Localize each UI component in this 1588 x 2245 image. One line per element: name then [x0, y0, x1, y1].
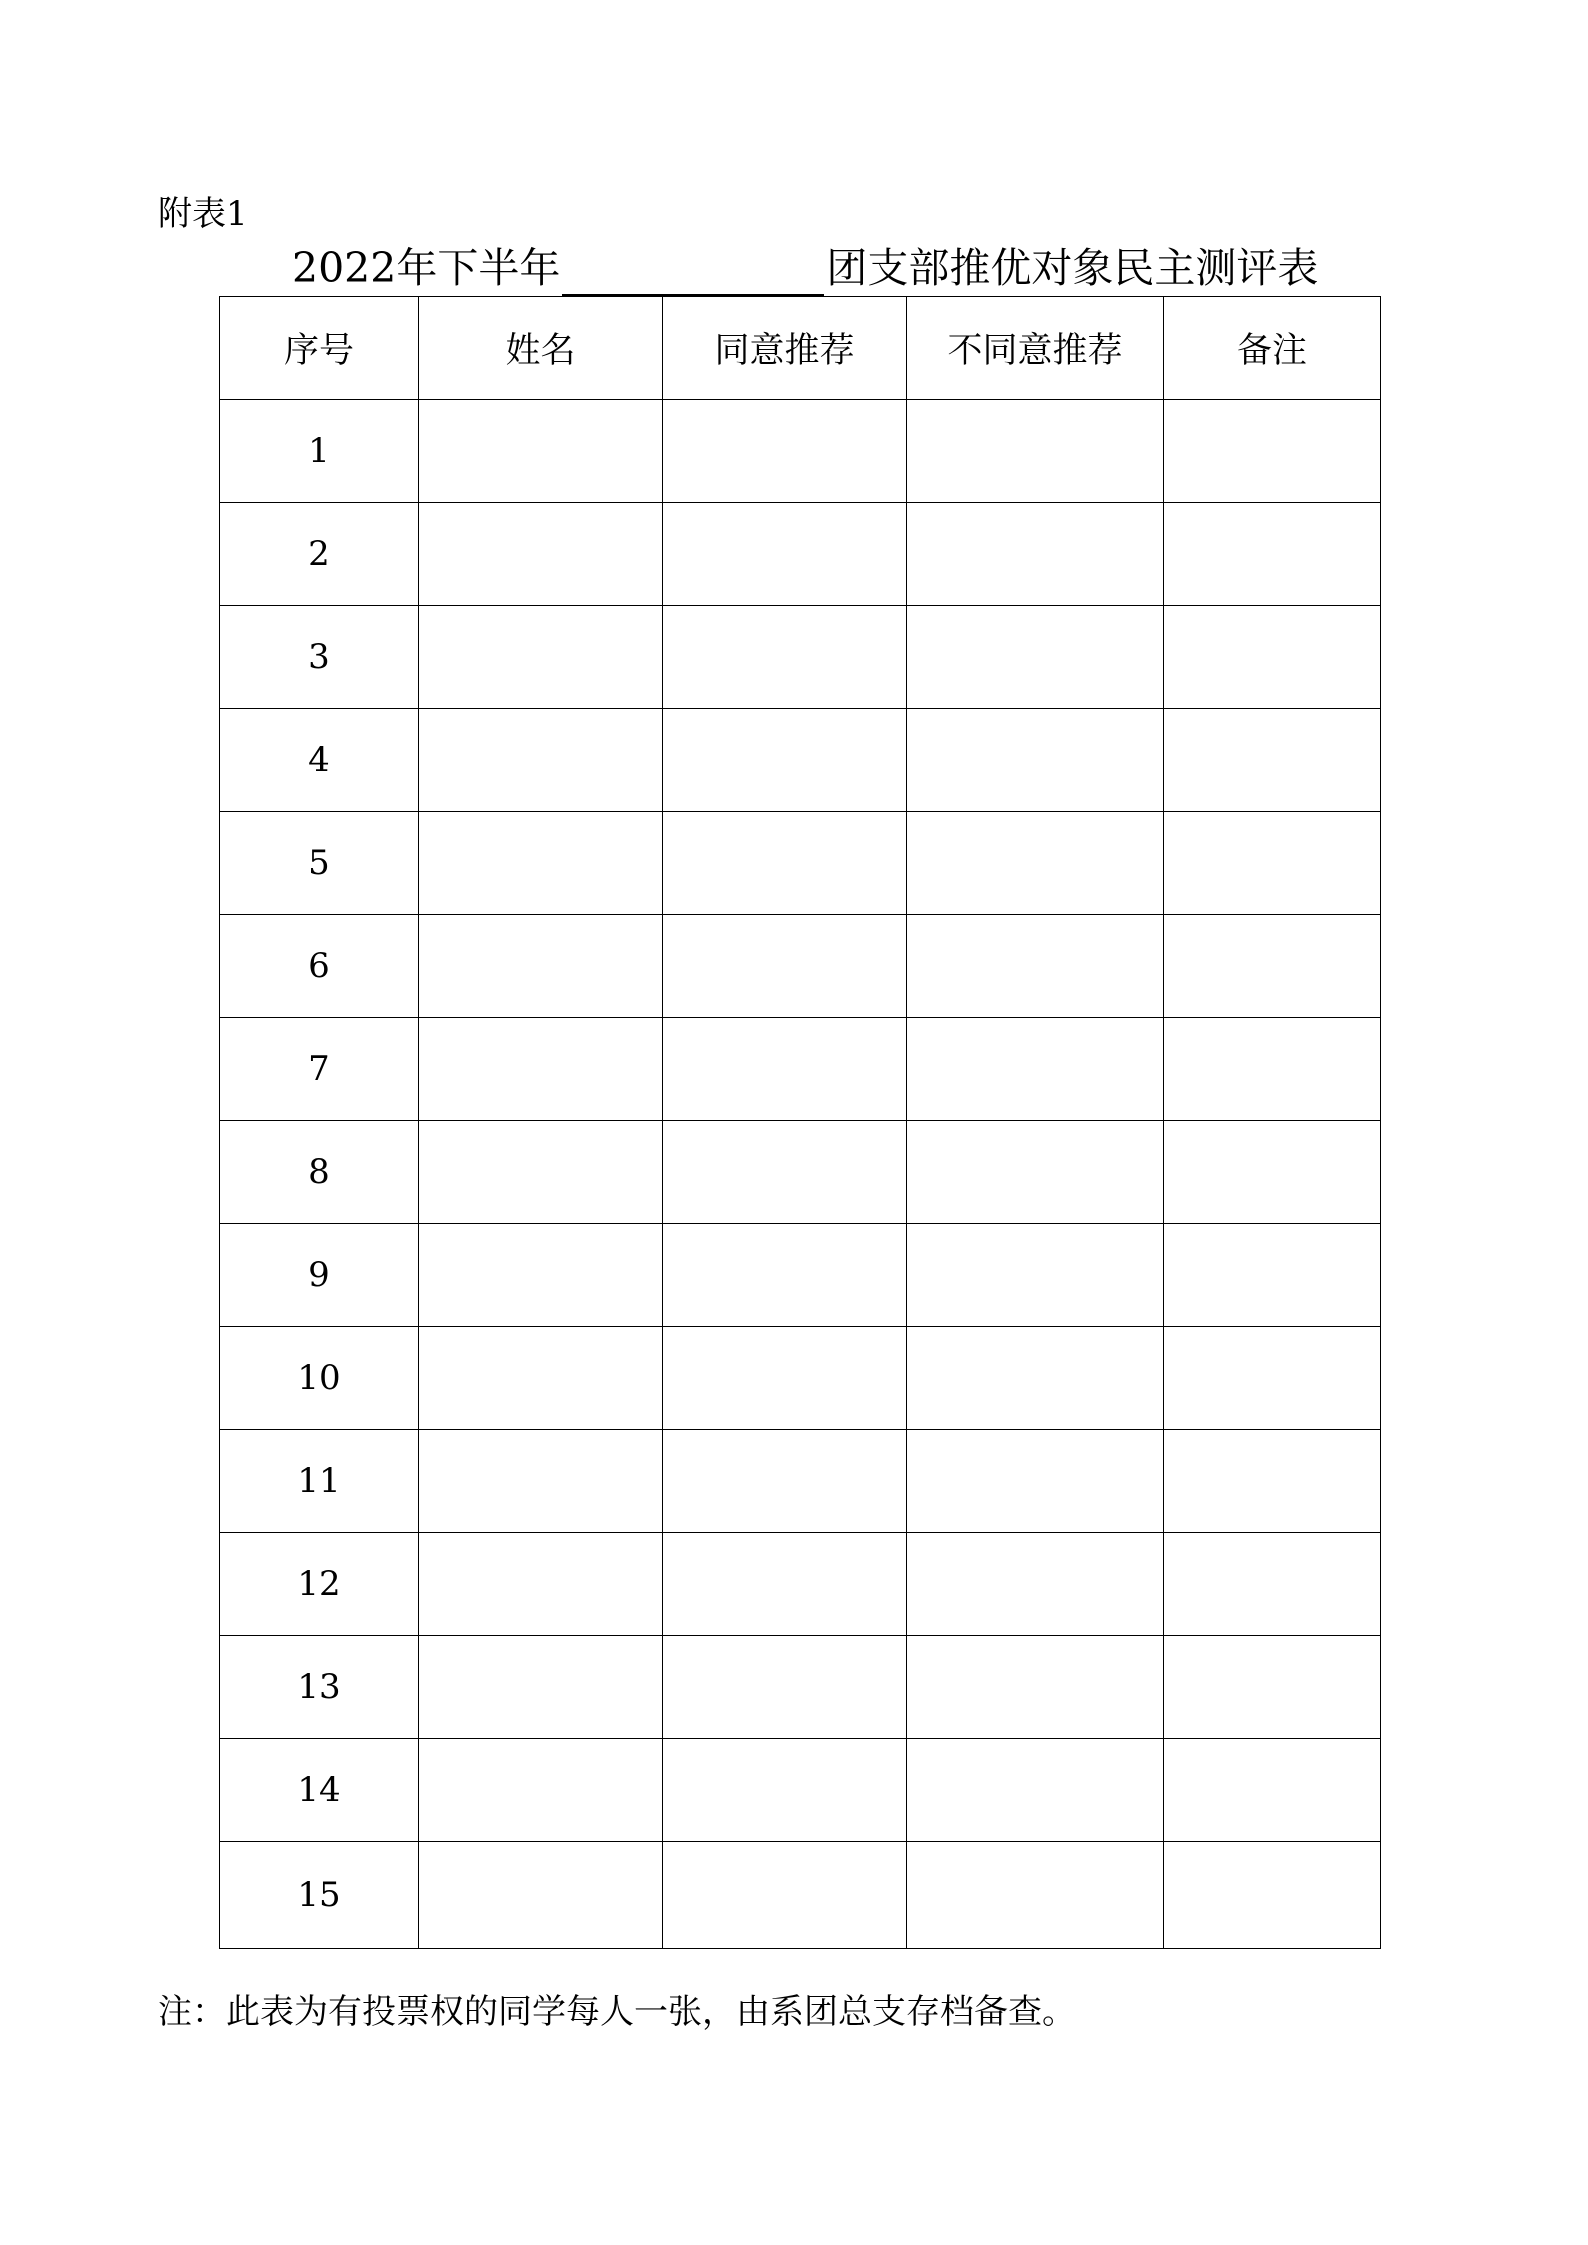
header-remarks: 备注 [1164, 297, 1381, 400]
cell-disagree[interactable] [907, 1018, 1164, 1121]
table-row [220, 503, 1381, 606]
table-header-row [220, 297, 1381, 400]
cell-name[interactable] [419, 1533, 663, 1636]
cell-disagree[interactable] [907, 400, 1164, 503]
cell-index: 13 [220, 1636, 419, 1739]
cell-index: 7 [220, 1018, 419, 1121]
evaluation-table [219, 296, 1381, 1949]
table-body [220, 400, 1381, 1949]
title-suffix: 团支部推优对象民主测评表 [826, 244, 1319, 292]
cell-disagree[interactable] [907, 503, 1164, 606]
cell-name[interactable] [419, 400, 663, 503]
cell-name[interactable] [419, 709, 663, 812]
cell-remarks[interactable] [1164, 915, 1381, 1018]
title-prefix: 2022年下半年 [292, 244, 561, 292]
table-row [220, 1533, 1381, 1636]
cell-disagree[interactable] [907, 915, 1164, 1018]
cell-remarks[interactable] [1164, 1533, 1381, 1636]
cell-remarks[interactable] [1164, 1018, 1381, 1121]
cell-agree[interactable] [663, 1327, 907, 1430]
table-row [220, 1842, 1381, 1949]
cell-agree[interactable] [663, 503, 907, 606]
cell-index: 12 [220, 1533, 419, 1636]
table-row [220, 1739, 1381, 1842]
cell-disagree[interactable] [907, 1842, 1164, 1949]
cell-name[interactable] [419, 1739, 663, 1842]
cell-name[interactable] [419, 1018, 663, 1121]
table-row [220, 709, 1381, 812]
cell-index: 3 [220, 606, 419, 709]
cell-disagree[interactable] [907, 1121, 1164, 1224]
cell-name[interactable] [419, 503, 663, 606]
cell-remarks[interactable] [1164, 1739, 1381, 1842]
cell-index: 6 [220, 915, 419, 1018]
cell-remarks[interactable] [1164, 1636, 1381, 1739]
cell-remarks[interactable] [1164, 1430, 1381, 1533]
table-row [220, 1018, 1381, 1121]
cell-remarks[interactable] [1164, 503, 1381, 606]
cell-name[interactable] [419, 1842, 663, 1949]
cell-remarks[interactable] [1164, 606, 1381, 709]
cell-index: 9 [220, 1224, 419, 1327]
attachment-label: 附表1 [158, 194, 248, 234]
cell-agree[interactable] [663, 400, 907, 503]
table-row [220, 1430, 1381, 1533]
header-disagree: 不同意推荐 [907, 297, 1164, 400]
cell-disagree[interactable] [907, 1636, 1164, 1739]
table-row [220, 1636, 1381, 1739]
cell-disagree[interactable] [907, 1224, 1164, 1327]
cell-name[interactable] [419, 915, 663, 1018]
header-agree: 同意推荐 [663, 297, 907, 400]
cell-index: 4 [220, 709, 419, 812]
cell-name[interactable] [419, 1121, 663, 1224]
page-title [292, 240, 1318, 296]
cell-disagree[interactable] [907, 1533, 1164, 1636]
cell-name[interactable] [419, 812, 663, 915]
cell-index: 11 [220, 1430, 419, 1533]
title-blank-line [562, 250, 824, 296]
table-row [220, 1327, 1381, 1430]
cell-agree[interactable] [663, 1636, 907, 1739]
cell-agree[interactable] [663, 606, 907, 709]
cell-remarks[interactable] [1164, 1842, 1381, 1949]
table-row [220, 1121, 1381, 1224]
cell-disagree[interactable] [907, 709, 1164, 812]
cell-agree[interactable] [663, 812, 907, 915]
cell-name[interactable] [419, 1327, 663, 1430]
cell-disagree[interactable] [907, 1327, 1164, 1430]
cell-remarks[interactable] [1164, 400, 1381, 503]
cell-index: 15 [220, 1842, 419, 1949]
cell-remarks[interactable] [1164, 1224, 1381, 1327]
cell-index: 8 [220, 1121, 419, 1224]
table-row [220, 915, 1381, 1018]
cell-disagree[interactable] [907, 812, 1164, 915]
footnote: 注：此表为有投票权的同学每人一张，由系团总支存档备查。 [158, 1992, 1076, 2032]
cell-agree[interactable] [663, 915, 907, 1018]
table-row [220, 400, 1381, 503]
cell-name[interactable] [419, 1224, 663, 1327]
cell-agree[interactable] [663, 1739, 907, 1842]
cell-remarks[interactable] [1164, 812, 1381, 915]
cell-index: 1 [220, 400, 419, 503]
cell-disagree[interactable] [907, 606, 1164, 709]
table-row [220, 1224, 1381, 1327]
cell-index: 14 [220, 1739, 419, 1842]
cell-agree[interactable] [663, 1018, 907, 1121]
cell-disagree[interactable] [907, 1739, 1164, 1842]
table-row [220, 812, 1381, 915]
cell-agree[interactable] [663, 1224, 907, 1327]
cell-name[interactable] [419, 606, 663, 709]
cell-agree[interactable] [663, 1121, 907, 1224]
cell-index: 10 [220, 1327, 419, 1430]
cell-index: 2 [220, 503, 419, 606]
table-row [220, 606, 1381, 709]
header-index: 序号 [220, 297, 419, 400]
cell-remarks[interactable] [1164, 709, 1381, 812]
cell-name[interactable] [419, 1636, 663, 1739]
cell-agree[interactable] [663, 1842, 907, 1949]
cell-agree[interactable] [663, 1430, 907, 1533]
cell-agree[interactable] [663, 709, 907, 812]
cell-index: 5 [220, 812, 419, 915]
cell-name[interactable] [419, 1430, 663, 1533]
cell-disagree[interactable] [907, 1430, 1164, 1533]
cell-agree[interactable] [663, 1533, 907, 1636]
cell-remarks[interactable] [1164, 1327, 1381, 1430]
cell-remarks[interactable] [1164, 1121, 1381, 1224]
header-name: 姓名 [419, 297, 663, 400]
